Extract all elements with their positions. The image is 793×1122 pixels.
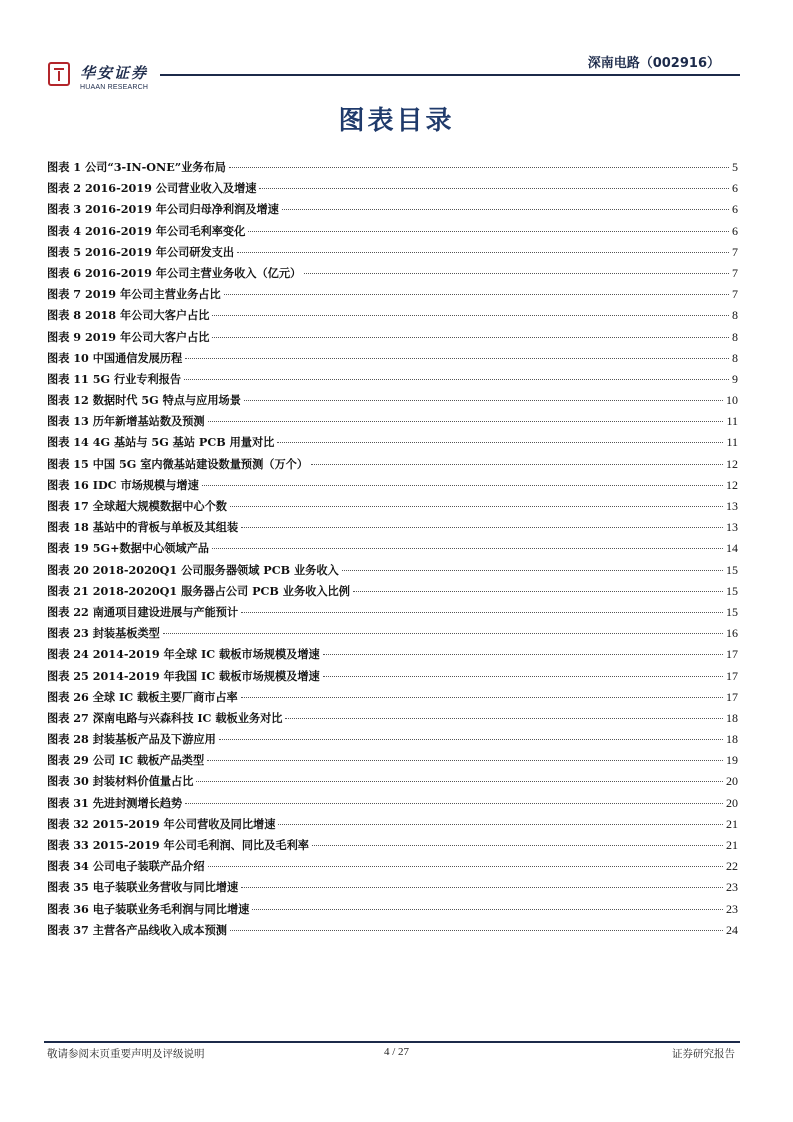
toc-entry[interactable]	[47, 773, 738, 794]
toc-entry[interactable]	[47, 350, 738, 371]
toc-entry[interactable]	[47, 837, 738, 858]
page-number: 4 / 27	[383, 1046, 410, 1058]
toc-dot-leader	[252, 909, 723, 910]
toc-entry-label[interactable]: 图表 13 历年新增基站数及预测	[47, 414, 205, 429]
toc-entry-label[interactable]: 图表 33 2015-2019 年公司毛利润、同比及毛利率	[47, 838, 309, 852]
toc-entry-page-number[interactable]: 7	[732, 265, 738, 280]
footer-disclaimer: 敬请参阅末页重要声明及评级说明	[47, 1048, 205, 1060]
toc-entry-page-number[interactable]: 17	[726, 689, 738, 704]
toc-entry-label[interactable]: 图表 34 公司电子装联产品介绍	[47, 859, 205, 874]
toc-dot-leader	[208, 421, 724, 422]
report-company-title: 深南电路（002916）	[587, 56, 720, 71]
toc-entry-page-number[interactable]: 24	[726, 922, 738, 937]
toc-entry[interactable]	[47, 922, 738, 943]
toc-dot-leader	[202, 485, 723, 486]
toc-entry[interactable]	[47, 307, 738, 328]
footer-report-type: 证券研究报告	[672, 1048, 735, 1060]
toc-entry-page-number[interactable]: 22	[726, 859, 738, 874]
toc-entry-label[interactable]: 图表 17 全球超大规模数据中心个数	[47, 499, 227, 513]
toc-entry-page-number[interactable]: 21	[726, 816, 738, 831]
toc-dot-leader	[241, 887, 723, 888]
toc-entry[interactable]	[47, 244, 738, 265]
toc-entry-label[interactable]: 图表 22 南通项目建设进展与产能预计	[47, 604, 239, 619]
toc-entry[interactable]	[47, 392, 738, 413]
toc-dot-leader	[219, 739, 723, 740]
toc-entry[interactable]	[47, 816, 738, 837]
toc-dot-leader	[163, 633, 723, 634]
toc-entry-page-number[interactable]: 13	[726, 499, 738, 513]
toc-entry[interactable]	[47, 689, 738, 710]
toc-entry-page-number[interactable]: 8	[732, 329, 738, 344]
toc-entry-label[interactable]: 图表 35 电子装联业务营收与同比增速	[47, 880, 239, 895]
toc-entry-label[interactable]: 图表 28 封装基板产品及下游应用	[47, 732, 216, 747]
toc-entry[interactable]	[47, 858, 738, 879]
toc-entry[interactable]	[47, 159, 738, 180]
toc-entry-page-number[interactable]: 17	[726, 668, 738, 683]
toc-entry-page-number[interactable]: 10	[726, 393, 738, 408]
toc-dot-leader	[259, 188, 729, 189]
toc-entry[interactable]	[47, 583, 738, 604]
toc-entry-label[interactable]: 图表 26 全球 IC 载板主要厂商市占率	[47, 689, 238, 704]
toc-entry[interactable]	[47, 710, 738, 731]
toc-dot-leader	[248, 231, 729, 232]
toc-entry-label[interactable]: 图表 4 2016-2019 年公司毛利率变化	[47, 223, 246, 238]
toc-entry[interactable]	[47, 265, 738, 286]
toc-entry[interactable]	[47, 413, 738, 434]
toc-dot-leader	[342, 570, 723, 571]
toc-entry-page-number[interactable]: 20	[726, 774, 738, 789]
toc-entry-label[interactable]: 图表 32 2015-2019 年公司营收及同比增速	[47, 816, 276, 831]
toc-entry-label[interactable]: 图表 7 2019 年公司主营业务占比	[47, 287, 221, 302]
toc-entry[interactable]	[47, 498, 738, 519]
toc-entry-page-number[interactable]: 11	[726, 435, 738, 450]
toc-dot-leader	[212, 337, 729, 338]
toc-entry[interactable]	[47, 668, 738, 689]
toc-entry-page-number[interactable]: 7	[732, 244, 738, 259]
toc-entry-page-number[interactable]: 7	[732, 287, 738, 302]
toc-dot-leader	[185, 803, 723, 804]
toc-dot-leader	[241, 612, 723, 613]
toc-dot-leader	[304, 273, 729, 274]
toc-dot-leader	[323, 654, 723, 655]
toc-dot-leader	[312, 845, 723, 846]
toc-entry-label[interactable]: 图表 16 IDC 市场规模与增速	[47, 477, 199, 492]
toc-entry-label[interactable]: 图表 31 先进封测增长趋势	[47, 795, 183, 810]
toc-entry[interactable]	[47, 456, 738, 477]
toc-entry-label[interactable]: 图表 25 2014-2019 年我国 IC 载板市场规模及增速	[47, 668, 320, 683]
huaan-logo-seal-icon	[48, 62, 70, 86]
toc-dot-leader	[311, 464, 723, 465]
toc-dot-leader	[212, 548, 723, 549]
logo-english-name: HUAAN RESEARCH	[80, 84, 149, 91]
toc-dot-leader	[208, 866, 723, 867]
toc-dot-leader	[207, 760, 723, 761]
toc-entry-page-number[interactable]: 17	[726, 647, 738, 662]
toc-entry-label[interactable]: 图表 3 2016-2019 年公司归母净利润及增速	[47, 202, 279, 217]
chart-index-list	[47, 159, 738, 943]
toc-entry[interactable]	[47, 731, 738, 752]
toc-entry-page-number[interactable]: 12	[726, 456, 738, 471]
toc-entry-page-number[interactable]: 15	[726, 604, 738, 619]
toc-entry[interactable]	[47, 477, 738, 498]
toc-entry-page-number[interactable]: 12	[726, 477, 738, 492]
toc-entry-label[interactable]: 图表 19 5G+数据中心领域产品	[47, 541, 209, 556]
toc-dot-leader	[184, 379, 729, 380]
toc-entry-page-number[interactable]: 11	[726, 414, 738, 429]
toc-dot-leader	[244, 400, 723, 401]
toc-entry[interactable]	[47, 646, 738, 667]
toc-entry-page-number[interactable]: 16	[726, 626, 738, 641]
toc-dot-leader	[353, 591, 723, 592]
toc-dot-leader	[185, 358, 729, 359]
toc-dot-leader	[224, 294, 729, 295]
toc-entry[interactable]	[47, 901, 738, 922]
toc-dot-leader	[323, 676, 723, 677]
toc-dot-leader	[212, 315, 729, 316]
toc-entry-page-number[interactable]: 13	[726, 520, 738, 535]
toc-entry-label[interactable]: 图表 29 公司 IC 载板产品类型	[47, 753, 205, 768]
toc-dot-leader	[241, 697, 723, 698]
toc-entry-page-number[interactable]: 6	[732, 181, 738, 196]
toc-dot-leader	[237, 252, 729, 253]
toc-entry-label[interactable]: 图表 15 中国 5G 室内微基站建设数量预测（万个）	[47, 456, 309, 471]
toc-dot-leader	[241, 527, 723, 528]
toc-entry[interactable]	[47, 562, 738, 583]
toc-entry[interactable]	[47, 201, 738, 222]
toc-entry-label[interactable]: 图表 8 2018 年公司大客户占比	[47, 308, 210, 323]
toc-entry-label[interactable]: 图表 12 数据时代 5G 特点与应用场景	[47, 393, 241, 408]
toc-entry-page-number[interactable]: 18	[726, 732, 738, 747]
toc-entry-page-number[interactable]: 14	[726, 541, 738, 556]
toc-dot-leader	[277, 442, 723, 443]
toc-entry[interactable]	[47, 795, 738, 816]
toc-entry-label[interactable]: 图表 10 中国通信发展历程	[47, 350, 183, 365]
toc-entry[interactable]	[47, 519, 738, 540]
toc-dot-leader	[230, 930, 723, 931]
toc-entry-label[interactable]: 图表 23 封装基板类型	[47, 626, 160, 641]
toc-entry[interactable]	[47, 223, 738, 244]
toc-entry[interactable]	[47, 371, 738, 392]
toc-entry-label[interactable]: 图表 5 2016-2019 年公司研发支出	[47, 244, 235, 259]
toc-entry-page-number[interactable]: 18	[726, 710, 738, 725]
toc-entry-page-number[interactable]: 8	[732, 350, 738, 365]
toc-entry-page-number[interactable]: 19	[726, 753, 738, 768]
header-divider	[160, 74, 740, 76]
toc-entry-page-number[interactable]: 5	[732, 160, 738, 174]
toc-entry-label[interactable]: 图表 6 2016-2019 年公司主营业务收入（亿元）	[47, 265, 302, 280]
toc-entry-label[interactable]: 图表 36 电子装联业务毛利润与同比增速	[47, 901, 250, 916]
logo-chinese-name: 华安证券	[80, 64, 149, 82]
toc-entry-page-number[interactable]: 8	[732, 308, 738, 323]
toc-dot-leader	[229, 167, 729, 168]
toc-entry-label[interactable]: 图表 21 2018-2020Q1 服务器占公司 PCB 业务收入比例	[47, 583, 350, 598]
toc-entry-page-number[interactable]: 9	[732, 371, 738, 386]
toc-entry-label[interactable]: 图表 30 封装材料价值量占比	[47, 774, 194, 789]
toc-entry[interactable]	[47, 286, 738, 307]
toc-entry-label[interactable]: 图表 2 2016-2019 公司营业收入及增速	[47, 181, 257, 196]
toc-entry[interactable]	[47, 752, 738, 773]
toc-entry-page-number[interactable]: 21	[726, 838, 738, 852]
toc-entry[interactable]	[47, 434, 738, 455]
toc-entry-page-number[interactable]: 6	[732, 223, 738, 238]
toc-entry-page-number[interactable]: 23	[726, 880, 738, 895]
toc-entry[interactable]	[47, 625, 738, 646]
toc-entry[interactable]	[47, 180, 738, 201]
page-title: 图表目录	[338, 106, 455, 136]
toc-entry-page-number[interactable]: 6	[732, 202, 738, 217]
toc-entry-page-number[interactable]: 15	[726, 583, 738, 598]
toc-entry-label[interactable]: 图表 14 4G 基站与 5G 基站 PCB 用量对比	[47, 435, 275, 450]
toc-entry-label[interactable]: 图表 1 公司“3-IN-ONE”业务布局	[47, 160, 226, 174]
footer-divider	[44, 1041, 740, 1043]
toc-entry-label[interactable]: 图表 9 2019 年公司大客户占比	[47, 329, 210, 344]
toc-dot-leader	[282, 209, 729, 210]
toc-entry-label[interactable]: 图表 24 2014-2019 年全球 IC 载板市场规模及增速	[47, 647, 320, 662]
toc-entry-page-number[interactable]: 15	[726, 562, 738, 577]
page-header	[44, 48, 740, 98]
toc-entry[interactable]	[47, 540, 738, 561]
toc-entry-page-number[interactable]: 20	[726, 795, 738, 810]
toc-entry-label[interactable]: 图表 18 基站中的背板与单板及其组装	[47, 520, 239, 535]
toc-entry[interactable]	[47, 329, 738, 350]
toc-entry-label[interactable]: 图表 20 2018-2020Q1 公司服务器领域 PCB 业务收入	[47, 562, 339, 577]
toc-entry-label[interactable]: 图表 11 5G 行业专利报告	[47, 371, 182, 386]
toc-entry-label[interactable]: 图表 27 深南电路与兴森科技 IC 载板业务对比	[47, 710, 283, 725]
toc-dot-leader	[278, 824, 723, 825]
toc-entry-label[interactable]: 图表 37 主营各产品线收入成本预测	[47, 922, 227, 937]
toc-dot-leader	[285, 718, 723, 719]
toc-entry[interactable]	[47, 879, 738, 900]
toc-entry-page-number[interactable]: 23	[726, 901, 738, 916]
toc-dot-leader	[230, 506, 723, 507]
toc-entry[interactable]	[47, 604, 738, 625]
toc-dot-leader	[196, 781, 723, 782]
